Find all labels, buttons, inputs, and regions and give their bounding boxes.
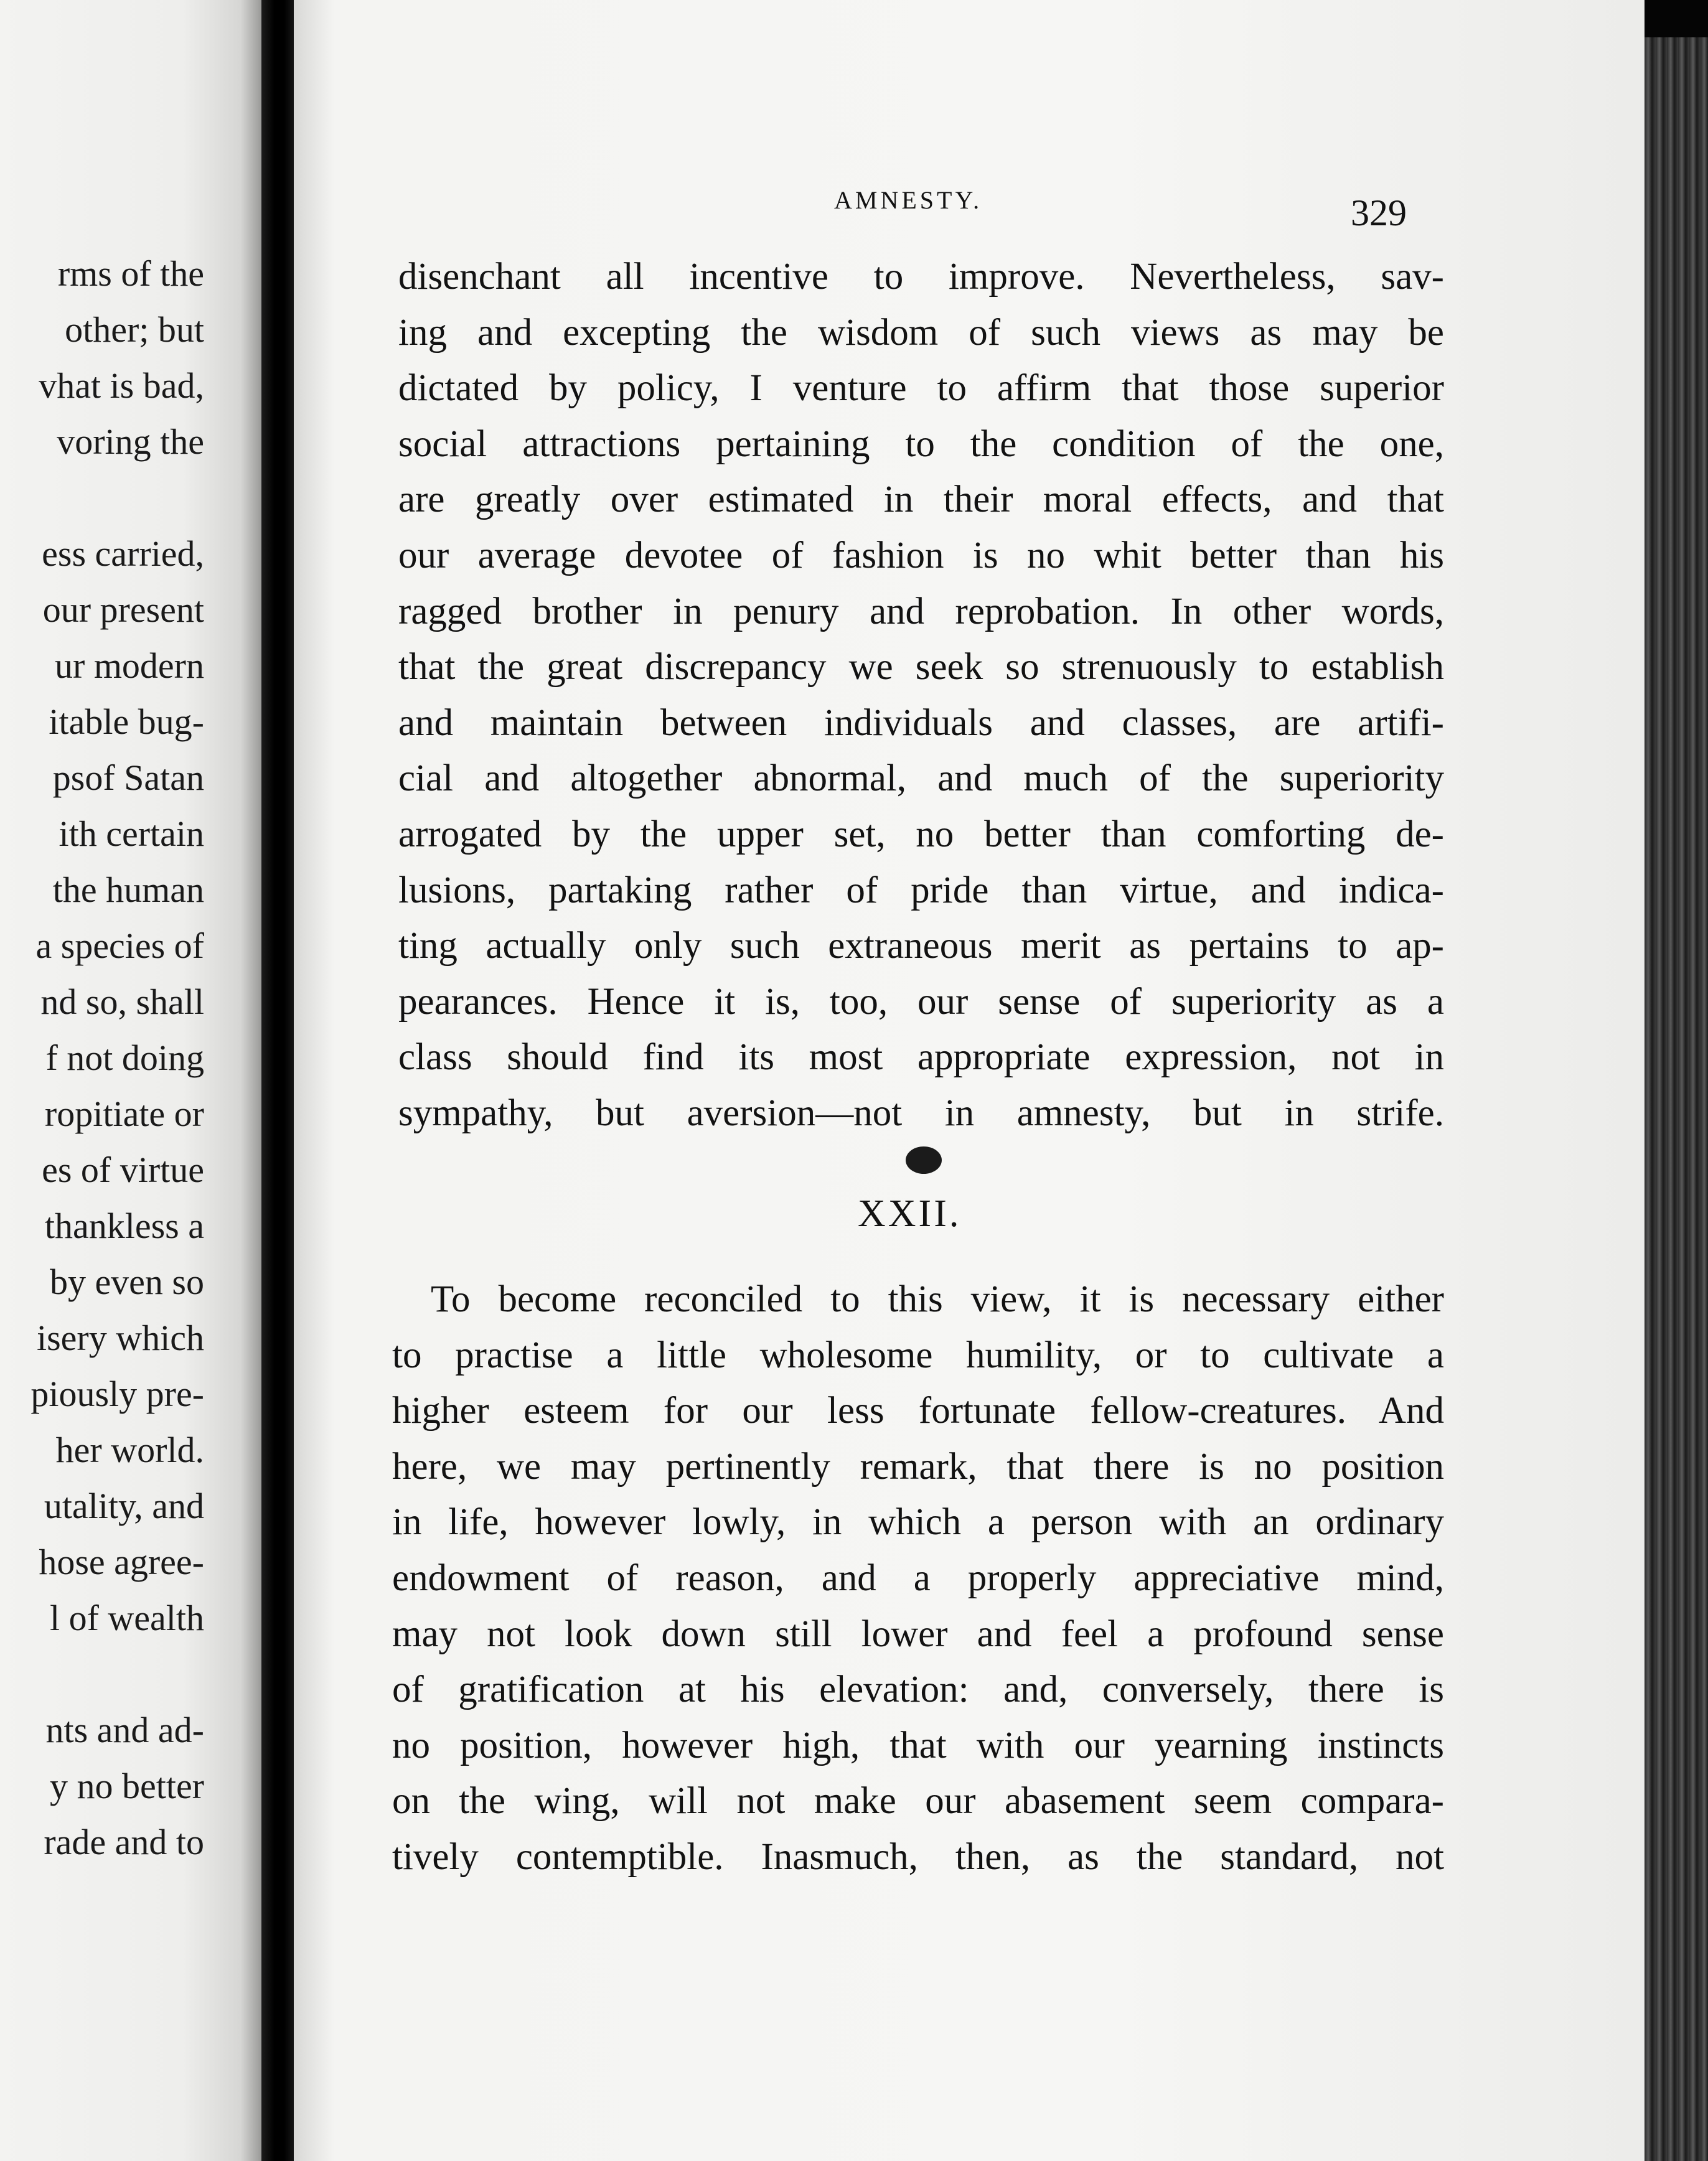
text-line: ragged brother in penury and reprobation. In other words, [398, 590, 1444, 632]
text-line: dictated by policy, I venture to affirm that those superior [398, 367, 1444, 410]
left-line: ur modern [55, 645, 204, 686]
text-line: To become reconciled to this view, it is necessary either [431, 1278, 1444, 1320]
left-line: f not doing [45, 1038, 204, 1078]
left-line: other; but [65, 309, 204, 350]
ink-blot [906, 1146, 942, 1174]
left-line: her world. [55, 1430, 204, 1470]
left-line: l of wealth [49, 1598, 204, 1638]
left-line: ith certain [59, 813, 204, 854]
left-line-gap [30, 470, 204, 526]
text-line: no position, however high, that with our yearning instincts [392, 1724, 1444, 1766]
left-line: nts and ad- [45, 1710, 204, 1750]
text-line: may not look down still lower and feel a profound sense [392, 1613, 1444, 1655]
text-line: to practise a little wholesome humility, or to cultivate a [392, 1334, 1444, 1376]
text-line: ting actually only such extraneous merit as pertains to ap- [398, 925, 1444, 967]
left-line: our present [42, 589, 204, 630]
text-line: here, we may pertinently remark, that there is no position [392, 1445, 1444, 1488]
paragraph-1 [398, 249, 1444, 1141]
text-line: disenchant all incentive to improve. Nevertheless, sav- [398, 256, 1444, 298]
left-line: ess carried, [42, 533, 204, 574]
text-line: arrogated by the upper set, no better than comforting de- [398, 813, 1444, 855]
text-line: and maintain between individuals and classes, are artifi- [398, 701, 1444, 744]
text-line: cial and altogether abnormal, and much of the superiority [398, 757, 1444, 800]
text-line: of gratification at his elevation: and, conversely, there is [392, 1669, 1444, 1711]
left-line-gap [30, 1646, 204, 1702]
left-line: by even so [49, 1262, 204, 1302]
text-line: lusions, partaking rather of pride than virtue, and indica- [398, 869, 1444, 911]
text-line: on the wing, will not make our abasement seem compara- [392, 1780, 1444, 1822]
text-line: class should find its most appropriate expression, not in [398, 1036, 1444, 1079]
text-line: social attractions pertaining to the condition of the one, [398, 423, 1444, 465]
left-line: rms of the [57, 253, 204, 294]
text-line: our average devotee of fashion is no whit better than his [398, 534, 1444, 576]
text-line: that the great discrepancy we seek so strenuously to establish [398, 646, 1444, 688]
left-line: voring the [57, 421, 204, 462]
left-facing-page [0, 0, 261, 2161]
left-line: ropitiate or [44, 1094, 204, 1134]
text-line: are greatly over estimated in their moral effects, and that [398, 479, 1444, 521]
page-number: 329 [1351, 192, 1407, 233]
text-line: in life, however lowly, in which a person with an ordinary [392, 1501, 1444, 1544]
left-line: the human [52, 870, 204, 910]
left-line: piously pre- [30, 1374, 204, 1414]
running-head: AMNESTY. [834, 186, 983, 214]
text-line: pearances. Hence it is, too, our sense of superiority as a [398, 980, 1444, 1023]
left-line: utality, and [44, 1486, 204, 1526]
page-edges [1645, 37, 1708, 2161]
left-line: vhat is bad, [39, 365, 204, 406]
left-line: y no better [49, 1766, 204, 1806]
left-line: nd so, shall [40, 982, 204, 1022]
text-line: tively contemptible. Inasmuch, then, as the standard, not [392, 1835, 1444, 1878]
left-line: itable bug- [49, 701, 204, 742]
left-line: hose agree- [39, 1542, 204, 1582]
text-line: higher esteem for our less fortunate fellow-creatures. And [392, 1390, 1444, 1432]
left-line: psof Satan [52, 757, 204, 798]
left-line: a species of [35, 926, 204, 966]
left-line: isery which [37, 1318, 204, 1358]
paragraph-2 [392, 1272, 1444, 1885]
section-heading: XXII. [858, 1193, 962, 1235]
left-line: rade and to [44, 1822, 204, 1862]
text-line: endowment of reason, and a properly appreciative mind, [392, 1557, 1444, 1599]
left-page-text [30, 246, 204, 1870]
text-line: ing and excepting the wisdom of such views as may be [398, 311, 1444, 354]
text-line: sympathy, but aversion—not in amnesty, but in strife. [398, 1092, 1444, 1134]
book-gutter [261, 0, 294, 2161]
left-line: es of virtue [42, 1150, 204, 1190]
left-line: thankless a [44, 1206, 204, 1246]
